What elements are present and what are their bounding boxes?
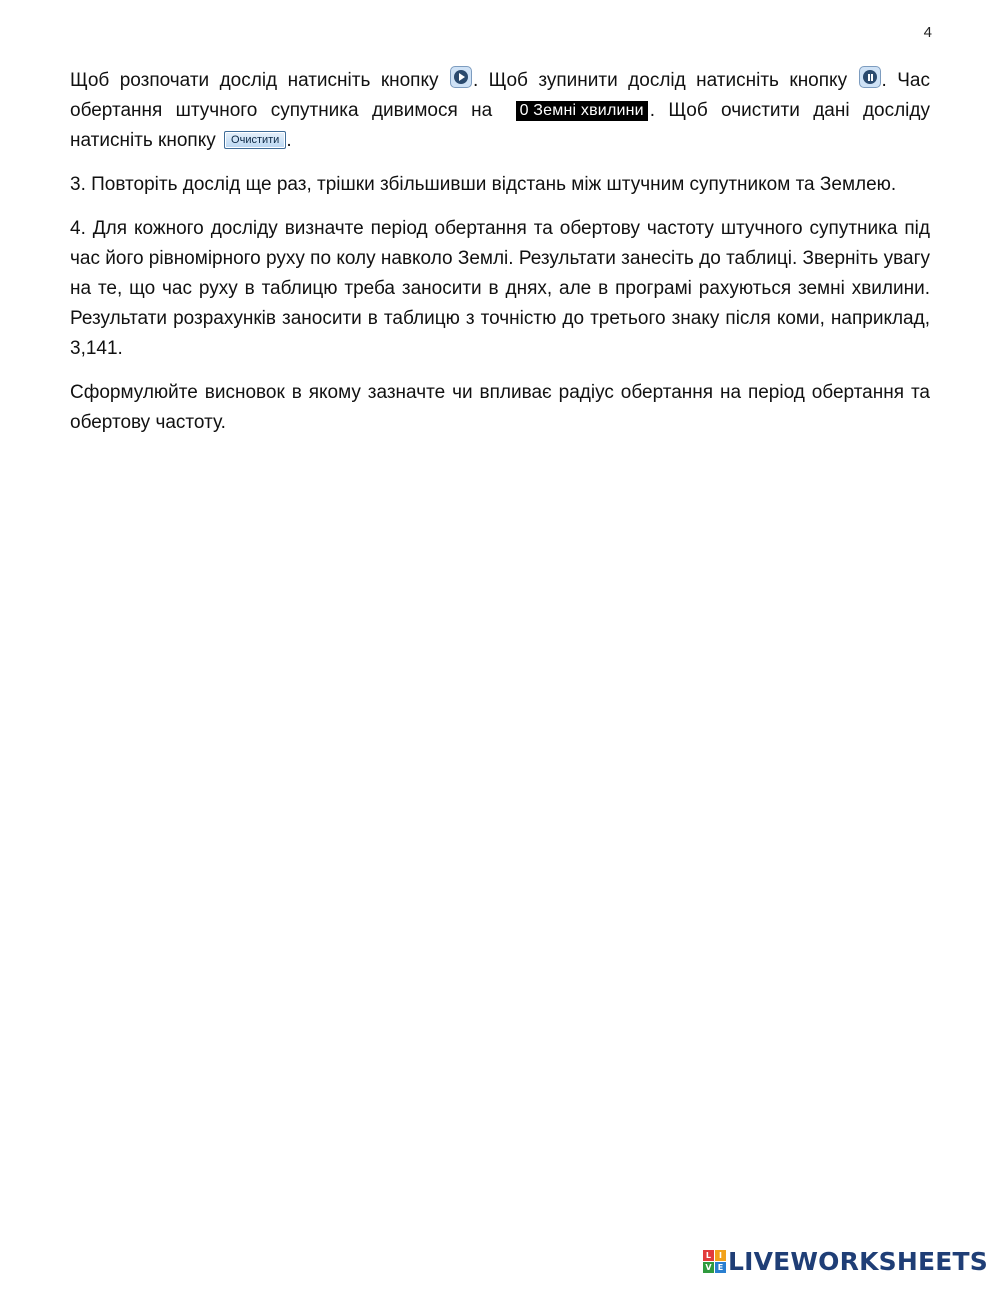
logo-letter-e: E — [715, 1262, 726, 1273]
step-4-paragraph: 4. Для кожного досліду визначте період обертання та обертову частоту штучного супутника під час його рівномірного руху по колу навколо Землі. Результати занесіть до таблиці. Зверніть увагу на те, що час руху в таблицю треба заносити в днях, але в програмі рахуються земні хвилини. Результати розрахунків заносити в таблицю з точністю до третього знаку після коми, наприклад, 3,141. — [70, 218, 930, 359]
logo-letter-v: V — [703, 1262, 714, 1273]
logo-letter-l: L — [703, 1250, 714, 1261]
logo-letter-i: I — [715, 1250, 726, 1261]
document-body — [70, 66, 930, 452]
liveworksheets-logo — [703, 1247, 988, 1276]
instruction-text-3: . Час обертання штучного супутника дивимося на — [70, 70, 930, 121]
liveworksheets-wordmark: LIVEWORKSHEETS — [727, 1247, 988, 1276]
liveworksheets-logo-icon — [703, 1250, 726, 1273]
instruction-text-2: . Щоб зупинити дослід натисніть кнопку — [472, 70, 858, 91]
instruction-paragraph — [70, 66, 930, 156]
step-3-paragraph: 3. Повторіть дослід ще раз, трішки збільшивши відстань між штучним супутником та Землею. — [70, 174, 897, 195]
play-icon — [450, 66, 472, 88]
page-number: 4 — [923, 24, 932, 41]
instruction-text-4: . Щоб очистити дані досліду натисніть кнопку — [70, 100, 930, 151]
clear-button-image: Очистити — [224, 131, 286, 149]
conclusion-paragraph: Сформулюйте висновок в якому зазначте чи впливає радіус обертання на період обертання та обертову частоту. — [70, 382, 930, 433]
instruction-text-1: Щоб розпочати дослід натисніть кнопку — [70, 70, 449, 91]
instruction-text-5: . — [286, 130, 292, 151]
earth-minutes-display: 0 Земні хвилини — [516, 101, 648, 121]
pause-icon — [859, 66, 881, 88]
